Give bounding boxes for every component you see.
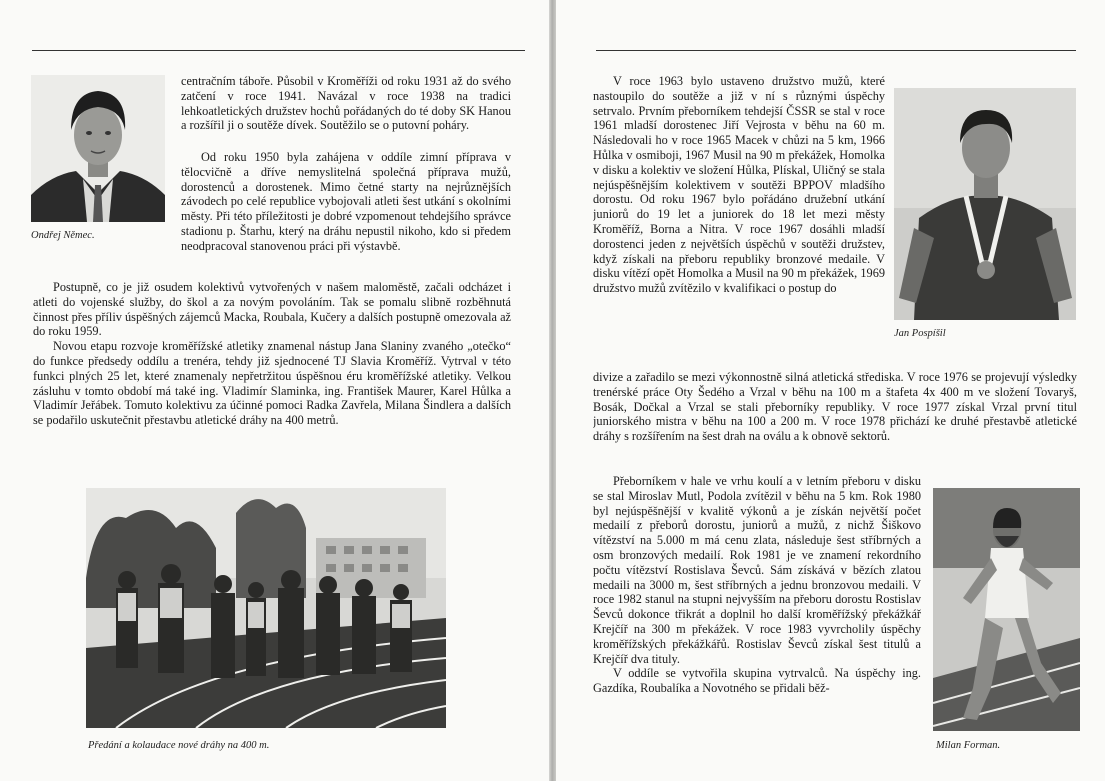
- group-photo-caption: Předání a kolaudace nové dráhy na 400 m.: [88, 740, 270, 751]
- paragraph-divize: divize a zařadilo se mezi výkonnostně silná atletická střediska. V roce 1976 se projevují výsledky trenérské práce Oty Šedého a Vrzal v běhu na 100 m a štafeta 4x 400 m ve složení Tovaryš, Bosák, Dočkal a Vrzal se stali přeborníky republiky. V roce 1977 získal Vrzal první titul juniorského mistra v běhu na 100 a 200 m. V roce 1978 přichází ke druhé přestavbě atletické dráhy s rozšířením na šest drah na oválu a k obnově sektorů.: [593, 370, 1077, 444]
- paragraph-1950: Od roku 1950 byla zahájena v oddíle zimní příprava v tělocvičně a dříve nemyslitelná společná příprava mužů, dorostenců a dorostenek. Mimo četné starty na nejrůznějších závodech po celé republice vybojovali atleti šest utkání s okolními městy. Při této příležitosti je dobré vzpomenout tehdejšího správce stadionu p. Štarhu, který na dráhu nepustil nikoho, kdo si předem neodpracoval stanovenou práci při výstavbě.: [181, 150, 511, 253]
- portrait-photo-jan-pospisil: [894, 88, 1076, 320]
- top-rule-right: [596, 50, 1076, 51]
- portrait-illustration: [31, 75, 165, 222]
- left-text-column-top: [181, 74, 511, 133]
- photo-caption-milan-forman: Milan Forman.: [936, 740, 1001, 751]
- group-photo-track-handover: [86, 488, 446, 728]
- group-photo-illustration: [86, 488, 446, 728]
- paragraph-postupne: Postupně, co je již osudem kolektivů vytvořených v našem maloměstě, začali odcházet i atleti do vojenské služby, do škol a za novým povoláním. Tak se pomalu slibně rozběhnutá činnost přes příliv úspěšných zájemců Macka, Roubala, Kučery a dalších postupně omezovala až do roku 1959.: [33, 280, 511, 339]
- right-text-column-top: [593, 74, 885, 384]
- top-rule: [32, 50, 525, 51]
- right-text-column-bottom: [593, 474, 921, 774]
- paragraph-vytrvalci: V oddíle se vytvořila skupina vytrvalců. Na úspěchy ing. Gazdíka, Roubalíka a Novotného se přidali běž-: [593, 666, 921, 696]
- portrait-caption-jan-pospisil: Jan Pospíšil: [894, 328, 946, 339]
- paragraph-intro: centračním táboře. Působil v Kroměříži od roku 1931 až do svého zatčení v roce 1941. Navázal v roce 1938 na tradici lehkoatletických družstev hochů pořádaných do té doby SK Hanou a rozšířil ji o soutěže dívek. Soutěžilo se o putovní poháry.: [181, 74, 511, 133]
- paragraph-1963: V roce 1963 bylo ustaveno družstvo mužů, které nastoupilo do soutěže a již v ní s různými úspěchy setrvalo. Prvním přeborníkem tehdejší ČSSR se stal v roce 1961 mladší dorostenec Jiří Vejrosta v běhu na 60 m. Následovali ho v roce 1965 Macek v chůzi na 5 km, 1966 Hůlka v osmiboji, 1967 Musil na 90 m překážek, Homolka v disku a kolektiv ve složení Hůlka, Plískal, Uličný se stala nejúspěšnějším kolektivem v soutěži BPPOV mladšího dorostu. Od roku 1967 bylo pořádáno družební utkání juniorů do 19 let a juniorek do 18 let mezi městy Kroměříž, Borna a Nitra. V roce 1967 dosáhli mladší dorostenci jeden z největších úspěchů v soutěži družstev, když získali na přeboru republiky bronzové medaile. V disku vítězí opět Homolka a Musil na 90 m překážek, 1969 družstvo mužů zvítězilo v kvalifikaci o postup do: [593, 74, 885, 296]
- photo-milan-forman: [933, 488, 1080, 731]
- left-text-full: [33, 280, 511, 428]
- paragraph-preborníkem: Přeborníkem v hale ve vrhu koulí a v letním přeboru v disku se stal Miroslav Mutl, Podola zvítězil v běhu na 5 km. Rok 1980 byl nejúspěšnější v kvalitě výkonů a je získán největší počet medailí z přeborů dorostu, juniorů a mužů, z nichž Šiškovo vítězství na 5.000 m má cenu zlata, následuje šest stříbrných a osm bronzových medailí. Rok 1981 je ve znamení rekordního počtu vítězství Rostislava Ševců. Sám získává v bězích zlatou medaili na 3000 m, šest stříbrných a jednu bronzovou medaili. V roce 1982 stanul na stupni nejvyšším na přeboru dorostu Rostislav Ševců dokonce třikrát a doplnil ho další kroměřížský překážkář Krejčíř na 300 m překážek. V roce 1983 vyvrcholily úspěchy kroměřížských překážkářů. Rostislav Ševců získal šest titulů a Krejčíř dva tituly.: [593, 474, 921, 666]
- runner-illustration: [933, 488, 1080, 731]
- right-text-full: [593, 370, 1077, 467]
- right-page: [556, 0, 1105, 781]
- portrait-caption-ondrej-nemec: Ondřej Němec.: [31, 230, 95, 241]
- book-gutter: [549, 0, 556, 781]
- portrait-pospisil-illustration: [894, 88, 1076, 320]
- portrait-photo-ondrej-nemec: [31, 75, 165, 222]
- left-text-column-mid: [181, 150, 511, 270]
- left-page: [0, 0, 549, 781]
- paragraph-nova-etapa: Novou etapu rozvoje kroměřížské atletiky znamenal nástup Jana Slaniny zvaného „otečko“ do funkce předsedy oddílu a trenéra, tehdy již sjednocené TJ Slavia Kroměříž. Vytrval v této funkci plných 25 let, které znamenaly nepřetržitou úspěšnou éru kroměřížské atletiky. Velkou zásluhu v tomto období má také ing. Vladimír Slaminka, ing. František Maurer, Karel Hůlka a Vladimír Jeřábek. Tomuto kolektivu za účinné pomoci Radka Zavřela, Milana Šindlera a dalších se podařilo uskutečnit přestavbu atletické dráhy na 400 metrů.: [33, 339, 511, 428]
